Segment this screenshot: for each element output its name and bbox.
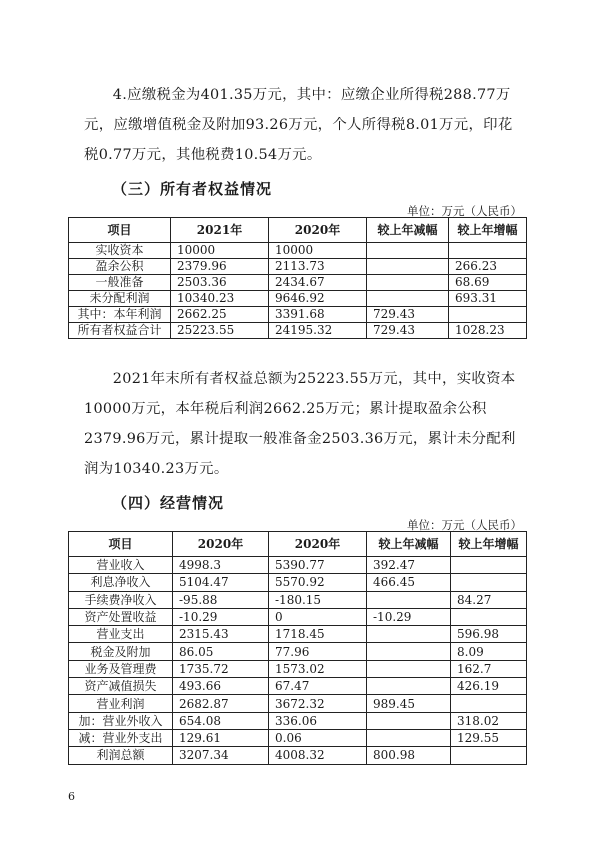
table-cell: -10.29: [367, 608, 451, 625]
table-row: [69, 747, 527, 764]
row-label: 一般准备: [69, 275, 171, 291]
operations-unit-label: 单位：万元（人民币）: [407, 518, 522, 532]
row-label: 税金及附加: [69, 643, 173, 660]
table-cell: 10340.23: [171, 291, 269, 307]
table-row: [69, 729, 527, 746]
row-label: 手续费净收入: [69, 591, 173, 608]
table-cell: [367, 243, 449, 259]
table-row: [69, 626, 527, 643]
table-cell: [449, 307, 527, 323]
table-cell: 493.66: [173, 678, 269, 695]
equity-table: [68, 217, 527, 339]
table-cell: 84.27: [451, 591, 527, 608]
table-cell: 2434.67: [269, 275, 367, 291]
table-cell: 0: [269, 608, 367, 625]
table-cell: 9646.92: [269, 291, 367, 307]
table-cell: [367, 729, 451, 746]
table-cell: [451, 557, 527, 574]
table-row: [69, 678, 527, 695]
table-cell: 729.43: [367, 323, 449, 339]
table-cell: 4008.32: [269, 747, 367, 764]
table-row: [69, 291, 527, 307]
column-header: 2021年: [171, 218, 269, 243]
table-cell: 1718.45: [269, 626, 367, 643]
row-label: 营业收入: [69, 557, 173, 574]
table-cell: 3207.34: [173, 747, 269, 764]
column-header: 项目: [69, 218, 171, 243]
table-cell: [451, 574, 527, 591]
table-row: [69, 695, 527, 712]
row-label: 实收资本: [69, 243, 171, 259]
row-label: 加：营业外收入: [69, 712, 173, 729]
table-cell: 25223.55: [171, 323, 269, 339]
row-label: 业务及管理费: [69, 660, 173, 677]
row-label: 其中：本年利润: [69, 307, 171, 323]
table-cell: 729.43: [367, 307, 449, 323]
table-row: [69, 660, 527, 677]
row-label: 盈余公积: [69, 259, 171, 275]
table-cell: [451, 608, 527, 625]
table-cell: 466.45: [367, 574, 451, 591]
tax-paragraph: 4.应缴税金为401.35万元，其中：应缴企业所得税288.77万元，应缴增值税金及附加93.26万元，个人所得税8.01万元，印花税0.77万元，其他税费10.54万元。: [84, 87, 513, 163]
table-cell: 1028.23: [449, 323, 527, 339]
table-cell: 3672.32: [269, 695, 367, 712]
table-cell: 426.19: [451, 678, 527, 695]
table-cell: 10000: [171, 243, 269, 259]
table-cell: 2662.25: [171, 307, 269, 323]
operations-heading: （四）经营情况: [112, 494, 225, 512]
column-header: 2020年: [269, 218, 367, 243]
table-row: [69, 712, 527, 729]
table-cell: 129.61: [173, 729, 269, 746]
table-cell: [449, 243, 527, 259]
table-row: [69, 243, 527, 259]
table-cell: 5104.47: [173, 574, 269, 591]
table-cell: 1573.02: [269, 660, 367, 677]
table-cell: 10000: [269, 243, 367, 259]
column-header: 较上年增幅: [449, 218, 527, 243]
row-label: 未分配利润: [69, 291, 171, 307]
equity-heading: （三）所有者权益情况: [112, 180, 273, 198]
table-cell: 596.98: [451, 626, 527, 643]
table-row: [69, 608, 527, 625]
table-cell: 5390.77: [269, 557, 367, 574]
table-cell: 1735.72: [173, 660, 269, 677]
table-cell: 693.31: [449, 291, 527, 307]
table-cell: [367, 591, 451, 608]
table-cell: 2113.73: [269, 259, 367, 275]
column-header: 2020年: [269, 532, 367, 557]
table-cell: 86.05: [173, 643, 269, 660]
table-cell: 5570.92: [269, 574, 367, 591]
table-cell: 2315.43: [173, 626, 269, 643]
table-row: [69, 323, 527, 339]
page-number: 6: [68, 790, 75, 803]
column-header: 较上年减幅: [367, 532, 451, 557]
table-cell: 77.96: [269, 643, 367, 660]
table-row: [69, 259, 527, 275]
equity-header-row: [69, 218, 527, 243]
row-label: 营业支出: [69, 626, 173, 643]
table-cell: 2503.36: [171, 275, 269, 291]
table-cell: [367, 660, 451, 677]
table-cell: 4998.3: [173, 557, 269, 574]
table-cell: 3391.68: [269, 307, 367, 323]
table-cell: 989.45: [367, 695, 451, 712]
table-cell: 2682.87: [173, 695, 269, 712]
table-row: [69, 574, 527, 591]
table-cell: 654.08: [173, 712, 269, 729]
row-label: 资产减值损失: [69, 678, 173, 695]
row-label: 利润总额: [69, 747, 173, 764]
equity-summary-paragraph: 2021年末所有者权益总额为25223.55万元，其中，实收资本10000万元，本年税后利润2662.25万元；累计提取盈余公积2379.96万元，累计提取一般准备金2503.36万元，累计未分配利润为10340.23万元。: [84, 371, 516, 477]
row-label: 营业利润: [69, 695, 173, 712]
table-row: [69, 643, 527, 660]
operations-table: [68, 531, 527, 765]
table-row: [69, 275, 527, 291]
table-cell: 67.47: [269, 678, 367, 695]
table-cell: 8.09: [451, 643, 527, 660]
table-cell: 162.7: [451, 660, 527, 677]
table-cell: [451, 747, 527, 764]
table-cell: [367, 678, 451, 695]
table-cell: 68.69: [449, 275, 527, 291]
table-cell: [367, 626, 451, 643]
table-cell: 392.47: [367, 557, 451, 574]
table-cell: [367, 275, 449, 291]
table-cell: -180.15: [269, 591, 367, 608]
table-cell: 800.98: [367, 747, 451, 764]
table-cell: [367, 259, 449, 275]
table-cell: 24195.32: [269, 323, 367, 339]
column-header: 项目: [69, 532, 173, 557]
table-cell: 129.55: [451, 729, 527, 746]
table-cell: -95.88: [173, 591, 269, 608]
column-header: 较上年增幅: [451, 532, 527, 557]
row-label: 资产处置收益: [69, 608, 173, 625]
table-cell: [451, 695, 527, 712]
row-label: 减：营业外支出: [69, 729, 173, 746]
operations-header-row: [69, 532, 527, 557]
table-row: [69, 591, 527, 608]
table-cell: 2379.96: [171, 259, 269, 275]
table-row: [69, 557, 527, 574]
column-header: 2020年: [173, 532, 269, 557]
table-cell: 266.23: [449, 259, 527, 275]
table-cell: -10.29: [173, 608, 269, 625]
table-cell: 0.06: [269, 729, 367, 746]
table-row: [69, 307, 527, 323]
row-label: 所有者权益合计: [69, 323, 171, 339]
table-cell: [367, 712, 451, 729]
table-cell: 318.02: [451, 712, 527, 729]
table-cell: [367, 291, 449, 307]
table-cell: [367, 643, 451, 660]
table-cell: 336.06: [269, 712, 367, 729]
row-label: 利息净收入: [69, 574, 173, 591]
equity-unit-label: 单位：万元（人民币）: [407, 204, 522, 218]
column-header: 较上年减幅: [367, 218, 449, 243]
